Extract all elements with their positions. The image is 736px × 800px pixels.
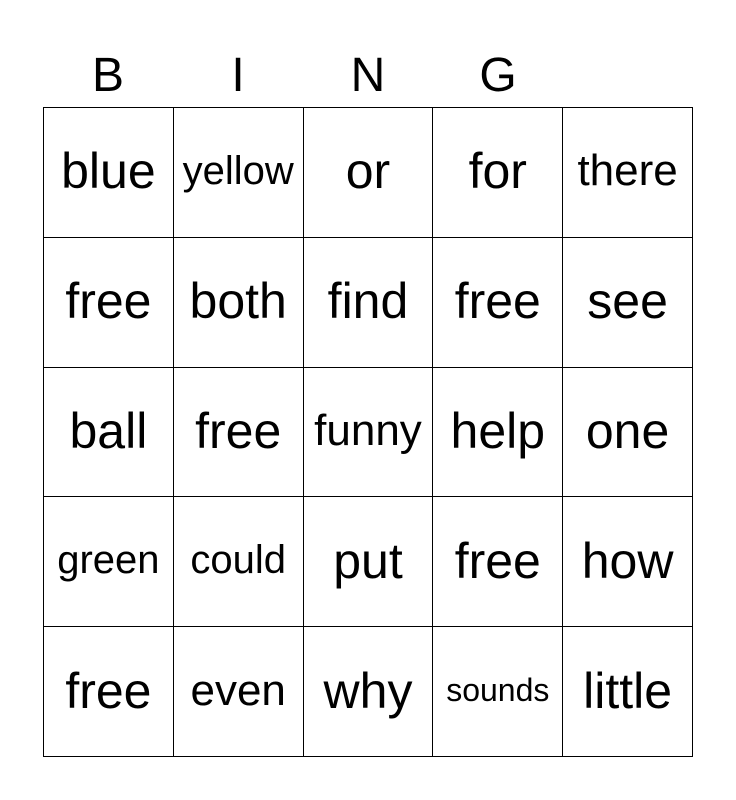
header-letter-b: B xyxy=(91,49,124,102)
bingo-cell[interactable]: find xyxy=(304,238,434,368)
bingo-cell[interactable]: free xyxy=(174,368,304,498)
bingo-card-grid xyxy=(43,107,693,757)
bingo-cell[interactable]: one xyxy=(563,368,693,498)
bingo-cell[interactable]: free xyxy=(44,238,174,368)
bingo-cell[interactable]: funny xyxy=(304,368,434,498)
bingo-cell[interactable]: or xyxy=(304,108,434,238)
bingo-cell[interactable]: ball xyxy=(44,368,174,498)
bingo-cell[interactable]: help xyxy=(433,368,563,498)
bingo-cell[interactable]: both xyxy=(174,238,304,368)
bingo-cell[interactable]: free xyxy=(433,238,563,368)
bingo-cell[interactable]: sounds xyxy=(433,627,563,757)
bingo-cell[interactable]: free xyxy=(433,497,563,627)
bingo-header xyxy=(43,46,693,106)
header-letter-i: I xyxy=(231,49,245,102)
bingo-cell[interactable]: yellow xyxy=(174,108,304,238)
bingo-cell[interactable]: put xyxy=(304,497,434,627)
header-letter-g: G xyxy=(479,49,517,102)
bingo-cell[interactable]: see xyxy=(563,238,693,368)
bingo-cell[interactable]: for xyxy=(433,108,563,238)
header-letter-n: N xyxy=(350,49,386,102)
bingo-cell[interactable]: there xyxy=(563,108,693,238)
bingo-cell[interactable]: could xyxy=(174,497,304,627)
bingo-cell[interactable]: free xyxy=(44,627,174,757)
bingo-cell[interactable]: blue xyxy=(44,108,174,238)
bingo-cell[interactable]: green xyxy=(44,497,174,627)
bingo-cell[interactable]: even xyxy=(174,627,304,757)
bingo-cell[interactable]: how xyxy=(563,497,693,627)
bingo-cell[interactable]: why xyxy=(304,627,434,757)
bingo-cell[interactable]: little xyxy=(563,627,693,757)
